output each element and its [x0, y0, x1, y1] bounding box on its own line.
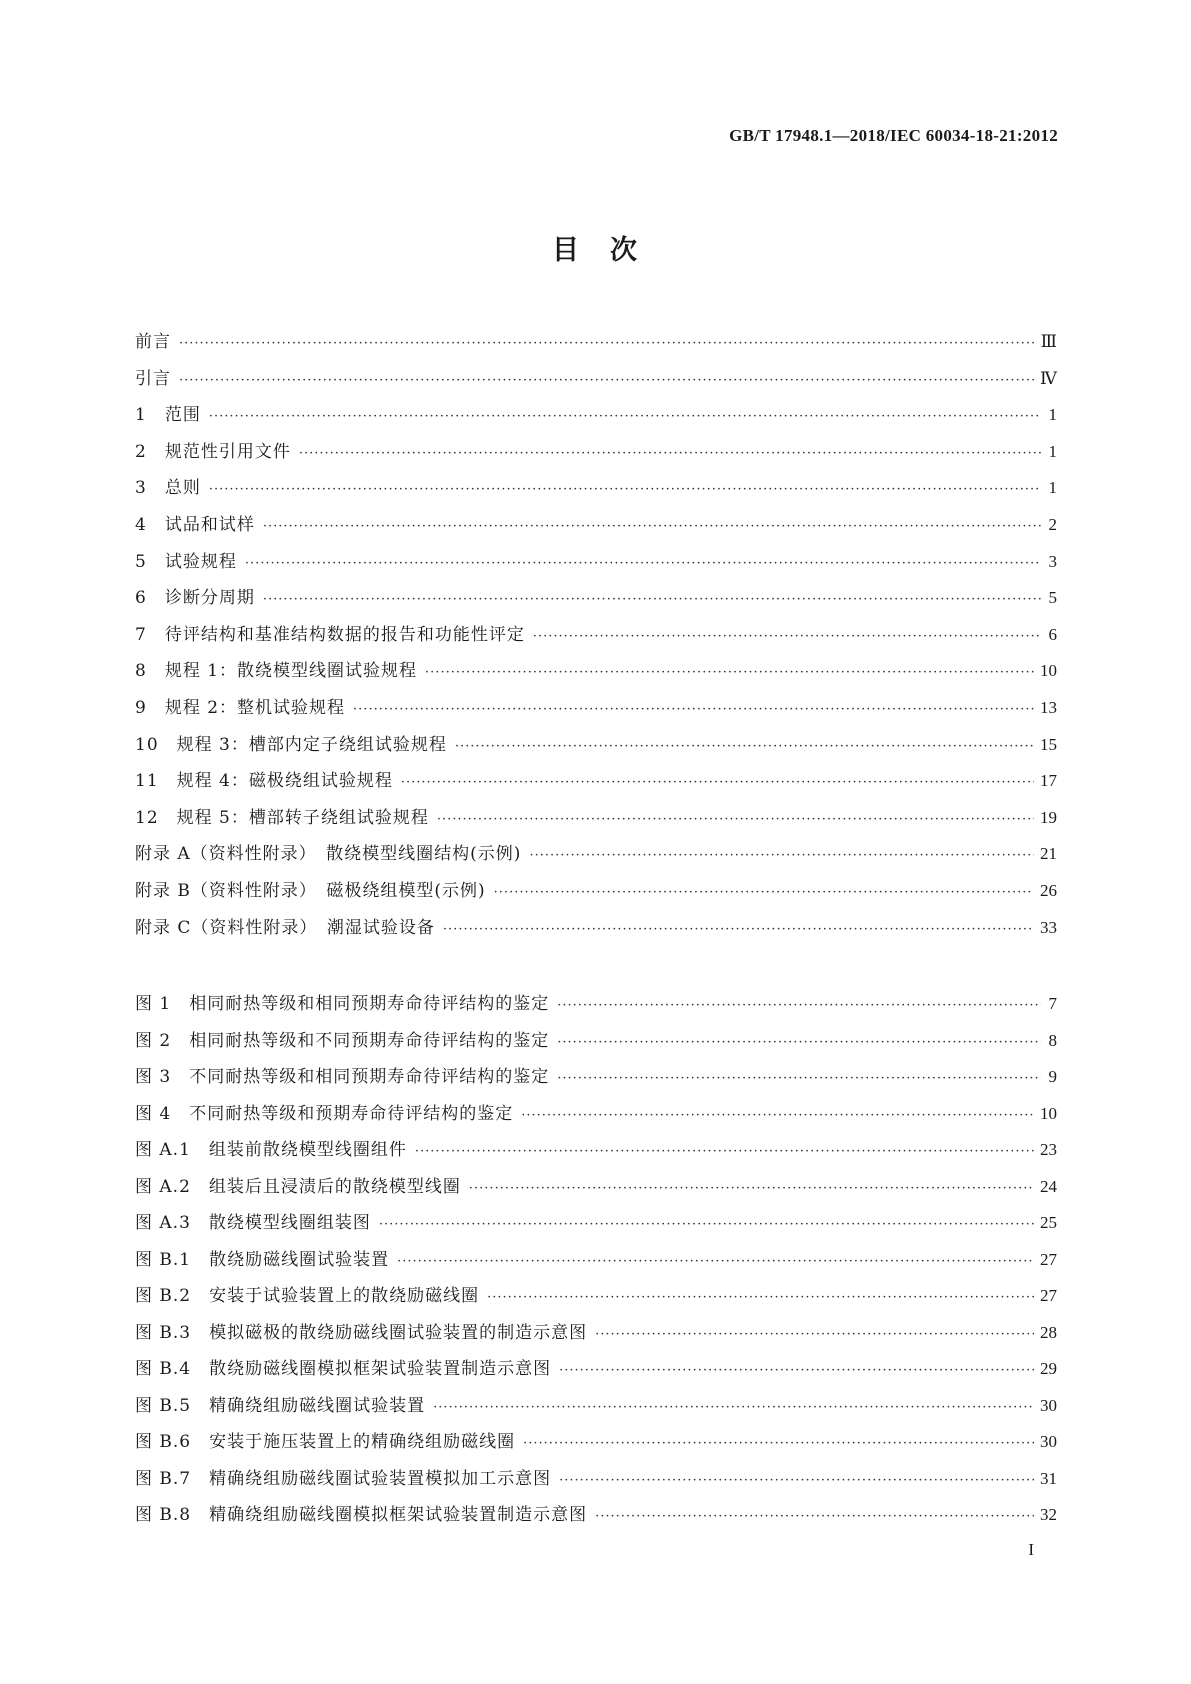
- toc-entry-label: 1 范围: [135, 405, 201, 426]
- toc-entry[interactable]: [135, 361, 1057, 398]
- toc-entry-page: 6: [1048, 624, 1057, 644]
- toc-entry-page: 15: [1040, 734, 1057, 754]
- toc-entry-page: 31: [1040, 1468, 1057, 1488]
- toc-entry-label: 6 诊断分周期: [135, 588, 255, 609]
- toc-figure-entry[interactable]: [135, 1424, 1057, 1461]
- toc-entry-label: 附录 A（资料性附录） 散绕模型线圈结构(示例): [135, 844, 522, 865]
- toc-entry-page: 21: [1040, 844, 1057, 864]
- toc-entry-label: 附录 C（资料性附录） 潮湿试验设备: [135, 917, 435, 938]
- toc-entry-page: 2: [1048, 514, 1057, 534]
- dot-leader: [443, 912, 1034, 949]
- toc-figure-entry[interactable]: [135, 1205, 1057, 1242]
- toc-entry[interactable]: [135, 397, 1057, 434]
- toc-figure-entry[interactable]: [135, 1096, 1057, 1133]
- dot-leader: [523, 1426, 1034, 1463]
- toc-figure-entry[interactable]: [135, 1497, 1057, 1534]
- toc-entry-label: 图 B.1 散绕励磁线圈试验装置: [135, 1249, 390, 1270]
- toc-entry-page: 17: [1040, 771, 1057, 791]
- dot-leader: [353, 692, 1034, 729]
- toc-entry-page: 10: [1040, 1103, 1057, 1123]
- page-title: 目 次: [552, 235, 639, 266]
- toc-figure-entry[interactable]: [135, 1278, 1057, 1315]
- toc-entry-label: 7 待评结构和基准结构数据的报告和功能性评定: [135, 624, 525, 645]
- toc-entry-label: 图 B.2 安装于试验装置上的散绕励磁线圈: [135, 1286, 480, 1306]
- toc-entry-label: 3 总则: [135, 478, 201, 499]
- toc-entry-page: 30: [1040, 1395, 1057, 1415]
- toc-entry-page: 10: [1040, 661, 1057, 681]
- dot-leader: [557, 1025, 1041, 1062]
- dot-leader: [245, 546, 1041, 583]
- toc-entry-label: 图 B.8 精确绕组励磁线圈模拟框架试验装置制造示意图: [135, 1505, 588, 1525]
- toc-figures-list: [135, 986, 1057, 1534]
- toc-figure-entry[interactable]: [135, 1388, 1057, 1425]
- toc-entry[interactable]: [135, 580, 1057, 617]
- toc-entry[interactable]: [135, 690, 1057, 727]
- dot-leader: [425, 655, 1034, 692]
- toc-figure-entry[interactable]: [135, 1242, 1057, 1279]
- toc-entry-label: 图 B.7 精确绕组励磁线圈试验装置模拟加工示意图: [135, 1468, 552, 1489]
- toc-entry-label: 图 4 不同耐热等级和预期寿命待评结构的鉴定: [135, 1103, 514, 1124]
- toc-entry-page: 33: [1040, 917, 1057, 937]
- dot-leader: [521, 1098, 1034, 1135]
- dot-leader: [299, 436, 1041, 473]
- toc-entry[interactable]: [135, 873, 1057, 910]
- dot-leader: [415, 1134, 1034, 1171]
- toc-entry-page: 1: [1048, 441, 1057, 461]
- toc-entry-label: 图 3 不同耐热等级和相同预期寿命待评结构的鉴定: [135, 1067, 550, 1087]
- dot-leader: [557, 1061, 1041, 1098]
- dot-leader: [179, 363, 1034, 400]
- dot-leader: [557, 988, 1041, 1025]
- toc-entry-label: 5 试验规程: [135, 551, 237, 572]
- toc-entry-page: Ⅲ: [1040, 332, 1057, 351]
- toc-entry-label: 前言: [135, 332, 171, 352]
- toc-figure-entry[interactable]: [135, 1169, 1057, 1206]
- dot-leader: [494, 875, 1034, 912]
- dot-leader: [401, 765, 1034, 802]
- toc-entry[interactable]: [135, 910, 1057, 947]
- toc-figure-entry[interactable]: [135, 1132, 1057, 1169]
- toc-entry[interactable]: [135, 470, 1057, 507]
- toc-entry-label: 10 规程 3：槽部内定子绕组试验规程: [135, 734, 447, 755]
- toc-entry-page: 1: [1048, 405, 1057, 425]
- dot-leader: [559, 1463, 1034, 1500]
- toc-entry-page: Ⅳ: [1040, 368, 1057, 388]
- toc-entry[interactable]: [135, 434, 1057, 471]
- toc-sections-list: [135, 324, 1057, 946]
- toc-entry-page: 30: [1040, 1432, 1057, 1451]
- dot-leader: [595, 1499, 1034, 1536]
- toc-entry-label: 图 2 相同耐热等级和不同预期寿命待评结构的鉴定: [135, 1030, 550, 1051]
- toc-entry-page: 26: [1040, 880, 1057, 900]
- toc-entry-page: 8: [1048, 1030, 1057, 1050]
- dot-leader: [433, 1390, 1034, 1427]
- toc-entry-page: 7: [1048, 994, 1057, 1013]
- toc-figure-entry[interactable]: [135, 1059, 1057, 1096]
- dot-leader: [487, 1280, 1034, 1317]
- toc-entry-page: 28: [1040, 1322, 1057, 1342]
- toc-entry[interactable]: [135, 727, 1057, 764]
- toc-entry-label: 11 规程 4：磁极绕组试验规程: [135, 771, 393, 792]
- toc-entry-label: 8 规程 1：散绕模型线圈试验规程: [135, 661, 418, 682]
- toc-entry-page: 3: [1048, 551, 1057, 571]
- toc-entry-label: 图 B.6 安装于施压装置上的精确绕组励磁线圈: [135, 1432, 516, 1452]
- toc-entry-label: 图 B.5 精确绕组励磁线圈试验装置: [135, 1395, 426, 1416]
- toc-entry[interactable]: [135, 544, 1057, 581]
- toc-entry-page: 32: [1040, 1505, 1057, 1524]
- dot-leader: [379, 1207, 1034, 1244]
- toc-entry-label: 图 A.2 组装后且浸渍后的散绕模型线圈: [135, 1176, 461, 1197]
- toc-entry-page: 5: [1048, 588, 1057, 608]
- toc-entry-label: 4 试品和试样: [135, 514, 255, 535]
- toc-entry-label: 引言: [135, 368, 171, 389]
- dot-leader: [179, 326, 1035, 363]
- dot-leader: [469, 1171, 1034, 1208]
- toc-figure-entry[interactable]: [135, 1023, 1057, 1060]
- toc-entry[interactable]: [135, 763, 1057, 800]
- dot-leader: [263, 582, 1041, 619]
- toc-entry[interactable]: [135, 836, 1057, 873]
- toc-entry-label: 图 1 相同耐热等级和相同预期寿命待评结构的鉴定: [135, 994, 550, 1014]
- toc-entry-page: 25: [1040, 1213, 1057, 1232]
- dot-leader: [529, 838, 1034, 875]
- toc-entry-page: 27: [1040, 1286, 1057, 1305]
- toc-figure-entry[interactable]: [135, 1351, 1057, 1388]
- toc-entry[interactable]: [135, 324, 1057, 361]
- toc-entry[interactable]: [135, 653, 1057, 690]
- dot-leader: [455, 729, 1034, 766]
- toc-entry-label: 附录 B（资料性附录） 磁极绕组模型(示例): [135, 880, 486, 901]
- toc-entry-page: 13: [1040, 697, 1057, 717]
- toc-entry-page: 29: [1040, 1359, 1057, 1378]
- toc-entry-label: 12 规程 5：槽部转子绕组试验规程: [135, 807, 429, 828]
- standard-code: GB/T 17948.1—2018/IEC 60034-18-21:2012: [729, 126, 1058, 145]
- toc-entry-page: 23: [1040, 1140, 1057, 1159]
- toc-entry-label: 2 规范性引用文件: [135, 441, 291, 462]
- toc-entry-page: 24: [1040, 1176, 1057, 1196]
- toc-entry-label: 图 A.1 组装前散绕模型线圈组件: [135, 1140, 407, 1160]
- toc-entry-page: 27: [1040, 1249, 1057, 1269]
- toc-entry-page: 1: [1048, 478, 1057, 498]
- toc-entry-label: 图 A.3 散绕模型线圈组装图: [135, 1213, 371, 1233]
- dot-leader: [595, 1317, 1034, 1354]
- toc-entry-label: 9 规程 2：整机试验规程: [135, 697, 346, 718]
- toc-entry-label: 图 B.4 散绕励磁线圈模拟框架试验装置制造示意图: [135, 1359, 552, 1379]
- toc-entry[interactable]: [135, 800, 1057, 837]
- dot-leader: [533, 619, 1041, 656]
- toc-entry[interactable]: [135, 617, 1057, 654]
- dot-leader: [209, 399, 1041, 436]
- page-number: I: [1028, 1540, 1034, 1559]
- dot-leader: [397, 1244, 1034, 1281]
- toc-entry[interactable]: [135, 507, 1057, 544]
- dot-leader: [209, 472, 1041, 509]
- toc-figure-entry[interactable]: [135, 1461, 1057, 1498]
- dot-leader: [559, 1353, 1034, 1390]
- dot-leader: [437, 802, 1034, 839]
- toc-entry-page: 9: [1048, 1067, 1057, 1086]
- dot-leader: [263, 509, 1041, 546]
- toc-entry-page: 19: [1040, 807, 1057, 827]
- toc-figure-entry[interactable]: [135, 986, 1057, 1023]
- toc-entry-label: 图 B.3 模拟磁极的散绕励磁线圈试验装置的制造示意图: [135, 1322, 588, 1343]
- toc-figure-entry[interactable]: [135, 1315, 1057, 1352]
